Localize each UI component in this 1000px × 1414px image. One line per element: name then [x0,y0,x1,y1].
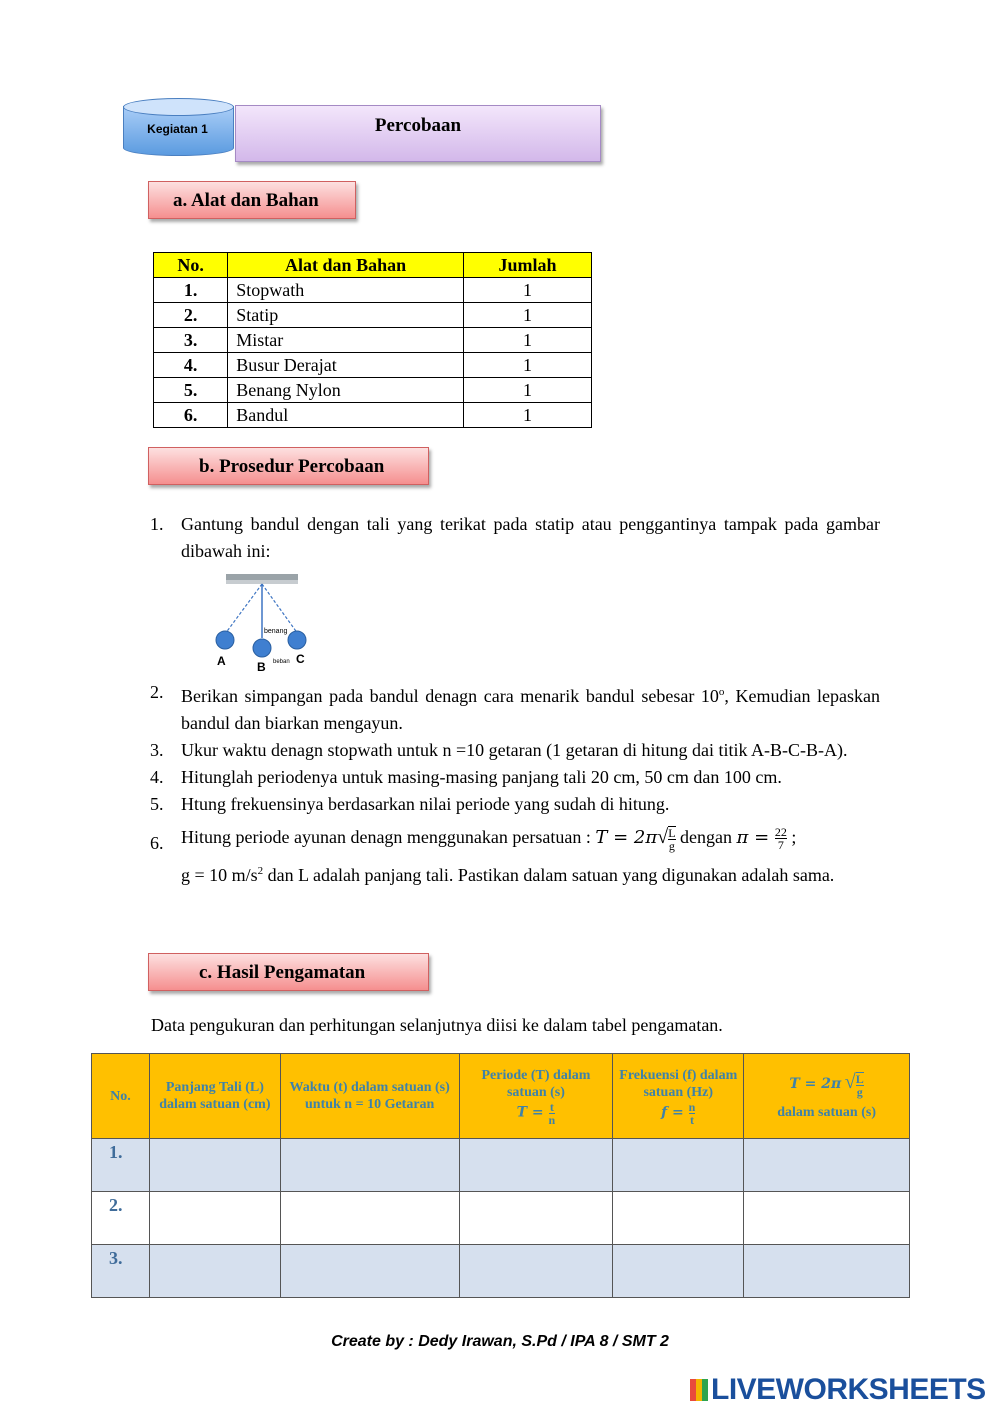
list-item: 6. Hitung periode ayunan denagn menggunakan persatuan : T = 2π√ $\frac{L}{g}$ dengan π = $\frac{22}{7}$ ; g = 10 $m/s^2$ dan L adalah panjang tali. Pastikan dalam satuan yang digunakan adalah sama. [150,825,835,885]
tools-table [153,252,592,428]
col-header: No. [92,1054,150,1139]
table-cell: 5. [154,378,228,403]
input-cell[interactable] [459,1192,613,1245]
section-b-heading: b. Prosedur Percobaan [148,447,429,485]
table-cell: 6. [154,403,228,428]
liveworksheets-logo: LIVEWORKSHEETS [690,1373,986,1407]
input-cell[interactable] [613,1192,744,1245]
table-row [154,278,592,303]
table-cell: Statip [228,303,464,328]
table-cell: Stopwath [228,278,464,303]
procedure-list-cont [150,679,880,889]
input-cell[interactable] [149,1139,280,1192]
table-cell: 1 [463,328,591,353]
input-cell[interactable] [280,1139,459,1192]
support-bar [226,574,298,580]
procedure-list [150,511,880,565]
results-intro: Data pengukuran dan perhitungan selanjutnya diisi ke dalam tabel pengamatan. [151,1015,723,1035]
results-table [91,1053,910,1298]
label-b: B [257,660,266,674]
table-cell: 1 [463,353,591,378]
footer-credit: Create by : Dedy Irawan, S.Pd / IPA 8 / SMT 2 [331,1333,669,1350]
table-cell: Mistar [228,328,464,353]
table-row [92,1245,910,1298]
col-header: Panjang Tali (L) dalam satuan (cm) [149,1054,280,1139]
table-cell: 1 [463,303,591,328]
input-cell[interactable] [280,1245,459,1298]
table-row [92,1192,910,1245]
badge-label: Kegiatan 1 [147,122,208,136]
bob-c [288,631,306,649]
input-cell[interactable] [613,1139,744,1192]
col-header: Waktu (t) dalam satuan (s) untuk n = 10 Getaran [280,1054,459,1139]
table-cell: Bandul [228,403,464,428]
label-c: C [296,652,305,666]
table-row [154,353,592,378]
col-header-period: Periode (T) dalam satuan (s) T = $\frac{t}{n}$ [459,1054,613,1139]
input-cell[interactable] [459,1139,613,1192]
table-cell: 1 [463,403,591,428]
label-a: A [217,654,226,668]
bob-b [253,639,271,657]
label-thread: benang [264,628,288,635]
table-cell: 1. [154,278,228,303]
list-item: 3. Ukur waktu denagn stopwath untuk n =10 getaran (1 getaran di hitung dai titik A-B-C-B-A). [150,740,848,760]
table-row [154,378,592,403]
col-header-frequency: Frekuensi (f) dalam satuan (Hz) f = $\frac{n}{t}$ [613,1054,744,1139]
table-row [154,303,592,328]
table-cell: 2. [154,303,228,328]
input-cell[interactable] [613,1245,744,1298]
bob-a [216,631,234,649]
input-cell[interactable] [744,1192,910,1245]
pendulum-figure [205,570,315,675]
input-cell[interactable] [744,1139,910,1192]
section-c-heading: c. Hasil Pengamatan [148,953,429,991]
col-header: Jumlah [463,253,591,278]
kegiatan-badge [123,98,232,162]
table-cell: 1 [463,378,591,403]
row-number: 1. [92,1139,150,1192]
list-item: 5. Htung frekuensinya berdasarkan nilai periode yang sudah di hitung. [150,794,670,814]
table-cell: Busur Derajat [228,353,464,378]
table-row [154,403,592,428]
input-cell[interactable] [149,1192,280,1245]
input-cell[interactable] [459,1245,613,1298]
list-item: 4. Hitunglah periodenya untuk masing-masing panjang tali 20 cm, 50 cm dan 100 cm. [150,767,782,787]
row-number: 2. [92,1192,150,1245]
table-cell: Benang Nylon [228,378,464,403]
table-row [92,1139,910,1192]
table-cell: 4. [154,353,228,378]
table-cell: 1 [463,278,591,303]
input-cell[interactable] [149,1245,280,1298]
row-number: 3. [92,1245,150,1298]
col-header: Alat dan Bahan [228,253,464,278]
col-header: No. [154,253,228,278]
table-cell: 3. [154,328,228,353]
list-item: 1. Gantung bandul dengan tali yang terikat pada statip atau penggantinya tampak pada gambar dibawah ini: [150,514,880,561]
label-mass: beban [273,659,290,665]
section-a-heading: a. Alat dan Bahan [148,181,356,219]
table-row [154,328,592,353]
page-title: Percobaan [235,105,601,162]
input-cell[interactable] [744,1245,910,1298]
input-cell[interactable] [280,1192,459,1245]
col-header-formula: T = 2π √ $\frac{L}{g}$ dalam satuan (s) [744,1054,910,1139]
list-item: 2. Berikan simpangan pada bandul denagn cara menarik bandul sebesar 10$^o$, Kemudian lepaskan bandul dan biarkan mengayun. [150,682,881,733]
